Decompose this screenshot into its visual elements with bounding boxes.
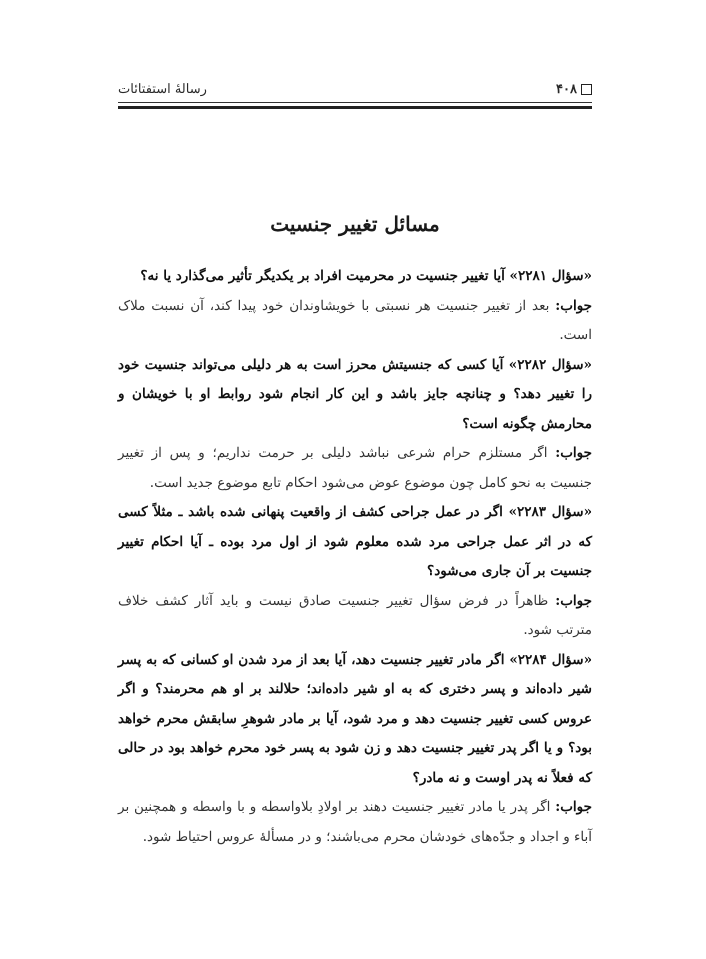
question-2282: «سؤال ۲۲۸۲» آیا کسی که جنسیتش محرز است به هر دلیلی می‌تواند جنسیت خود را تغییر دهد؟ و چنانچه جایز باشد و این کار انجام شود روابط او با خویشان و محارمش چگونه است؟ <box>118 356 592 432</box>
page-number <box>556 82 592 97</box>
answer-text: ظاهراً در فرض سؤال تغییر جنسیت صادق نیست و باید آثار کشف خلاف مترتب شود. <box>118 592 592 638</box>
header-rule-thick <box>118 106 592 109</box>
answer-label: جواب: <box>555 592 592 609</box>
question-2281: «سؤال ۲۲۸۱» آیا تغییر جنسیت در محرمیت افراد بر یکدیگر تأثیر می‌گذارد یا نه؟ <box>140 268 592 284</box>
answer-label: جواب: <box>555 799 592 815</box>
answer-2283 <box>118 587 592 646</box>
answer-label: جواب: <box>555 297 593 314</box>
answer-text: اگر مستلزم حرام شرعی نباشد دلیلی بر حرمت نداریم؛ و پس از تغییر جنسیت به نحو کامل چون موضوع عوض می‌شود احکام تابع موضوع جدید است. <box>118 445 592 491</box>
qa-content <box>118 262 592 852</box>
square-icon <box>581 84 592 95</box>
answer-label: جواب: <box>555 445 592 461</box>
answer-text: اگر پدر یا مادر تغییر جنسیت دهند بر اولادِ بلاواسطه و با واسطه و همچنین بر آباء و اجداد و جدّه‌های خودشان محرم می‌باشند؛ و در مسألۀ عروس احتیاط شود. <box>118 799 592 845</box>
question-2283: «سؤال ۲۲۸۳» اگر در عمل جراحی کشف از واقعیت پنهانی شده باشد ـ مثلاً کسی که در اثر عمل جراحی مرد شده معلوم شود از اول مرد بوده ـ آیا احکام تغییر جنسیت بر آن جاری می‌شود؟ <box>118 504 593 579</box>
question-2284: «سؤال ۲۲۸۴» اگر مادر تغییر جنسیت دهد، آیا بعد از مرد شدن او کسانی که به پسر شیر داده‌اند و پسر دختری که به او شیر داده‌اند؛ حلالند بر او هم محرمند؟ و اگر عروس کسی تغییر جنسیت دهد و مرد شود، آیا بر مادر شوهرِ سابقش محرم خواهد بود؟ و یا اگر پدر تغییر جنسیت دهد و زن شود به پسر خود محرم خواهد بود در حالی که فعلاً نه پدر اوست و نه مادر؟ <box>118 651 593 786</box>
answer-2282 <box>118 439 592 498</box>
page-number-text: ۴۰۸ <box>556 81 577 97</box>
running-header <box>118 78 592 100</box>
answer-2281 <box>118 292 592 351</box>
answer-text: بعد از تغییر جنسیت هر نسبتی با خویشاوندان خود پیدا کند، آن نسبت ملاک است. <box>118 297 592 343</box>
header-rule-thin <box>118 102 592 103</box>
answer-2284 <box>118 793 592 852</box>
book-title: رسالۀ استفتائات <box>118 81 207 97</box>
section-title: مسائل تغییر جنسیت <box>270 212 440 236</box>
